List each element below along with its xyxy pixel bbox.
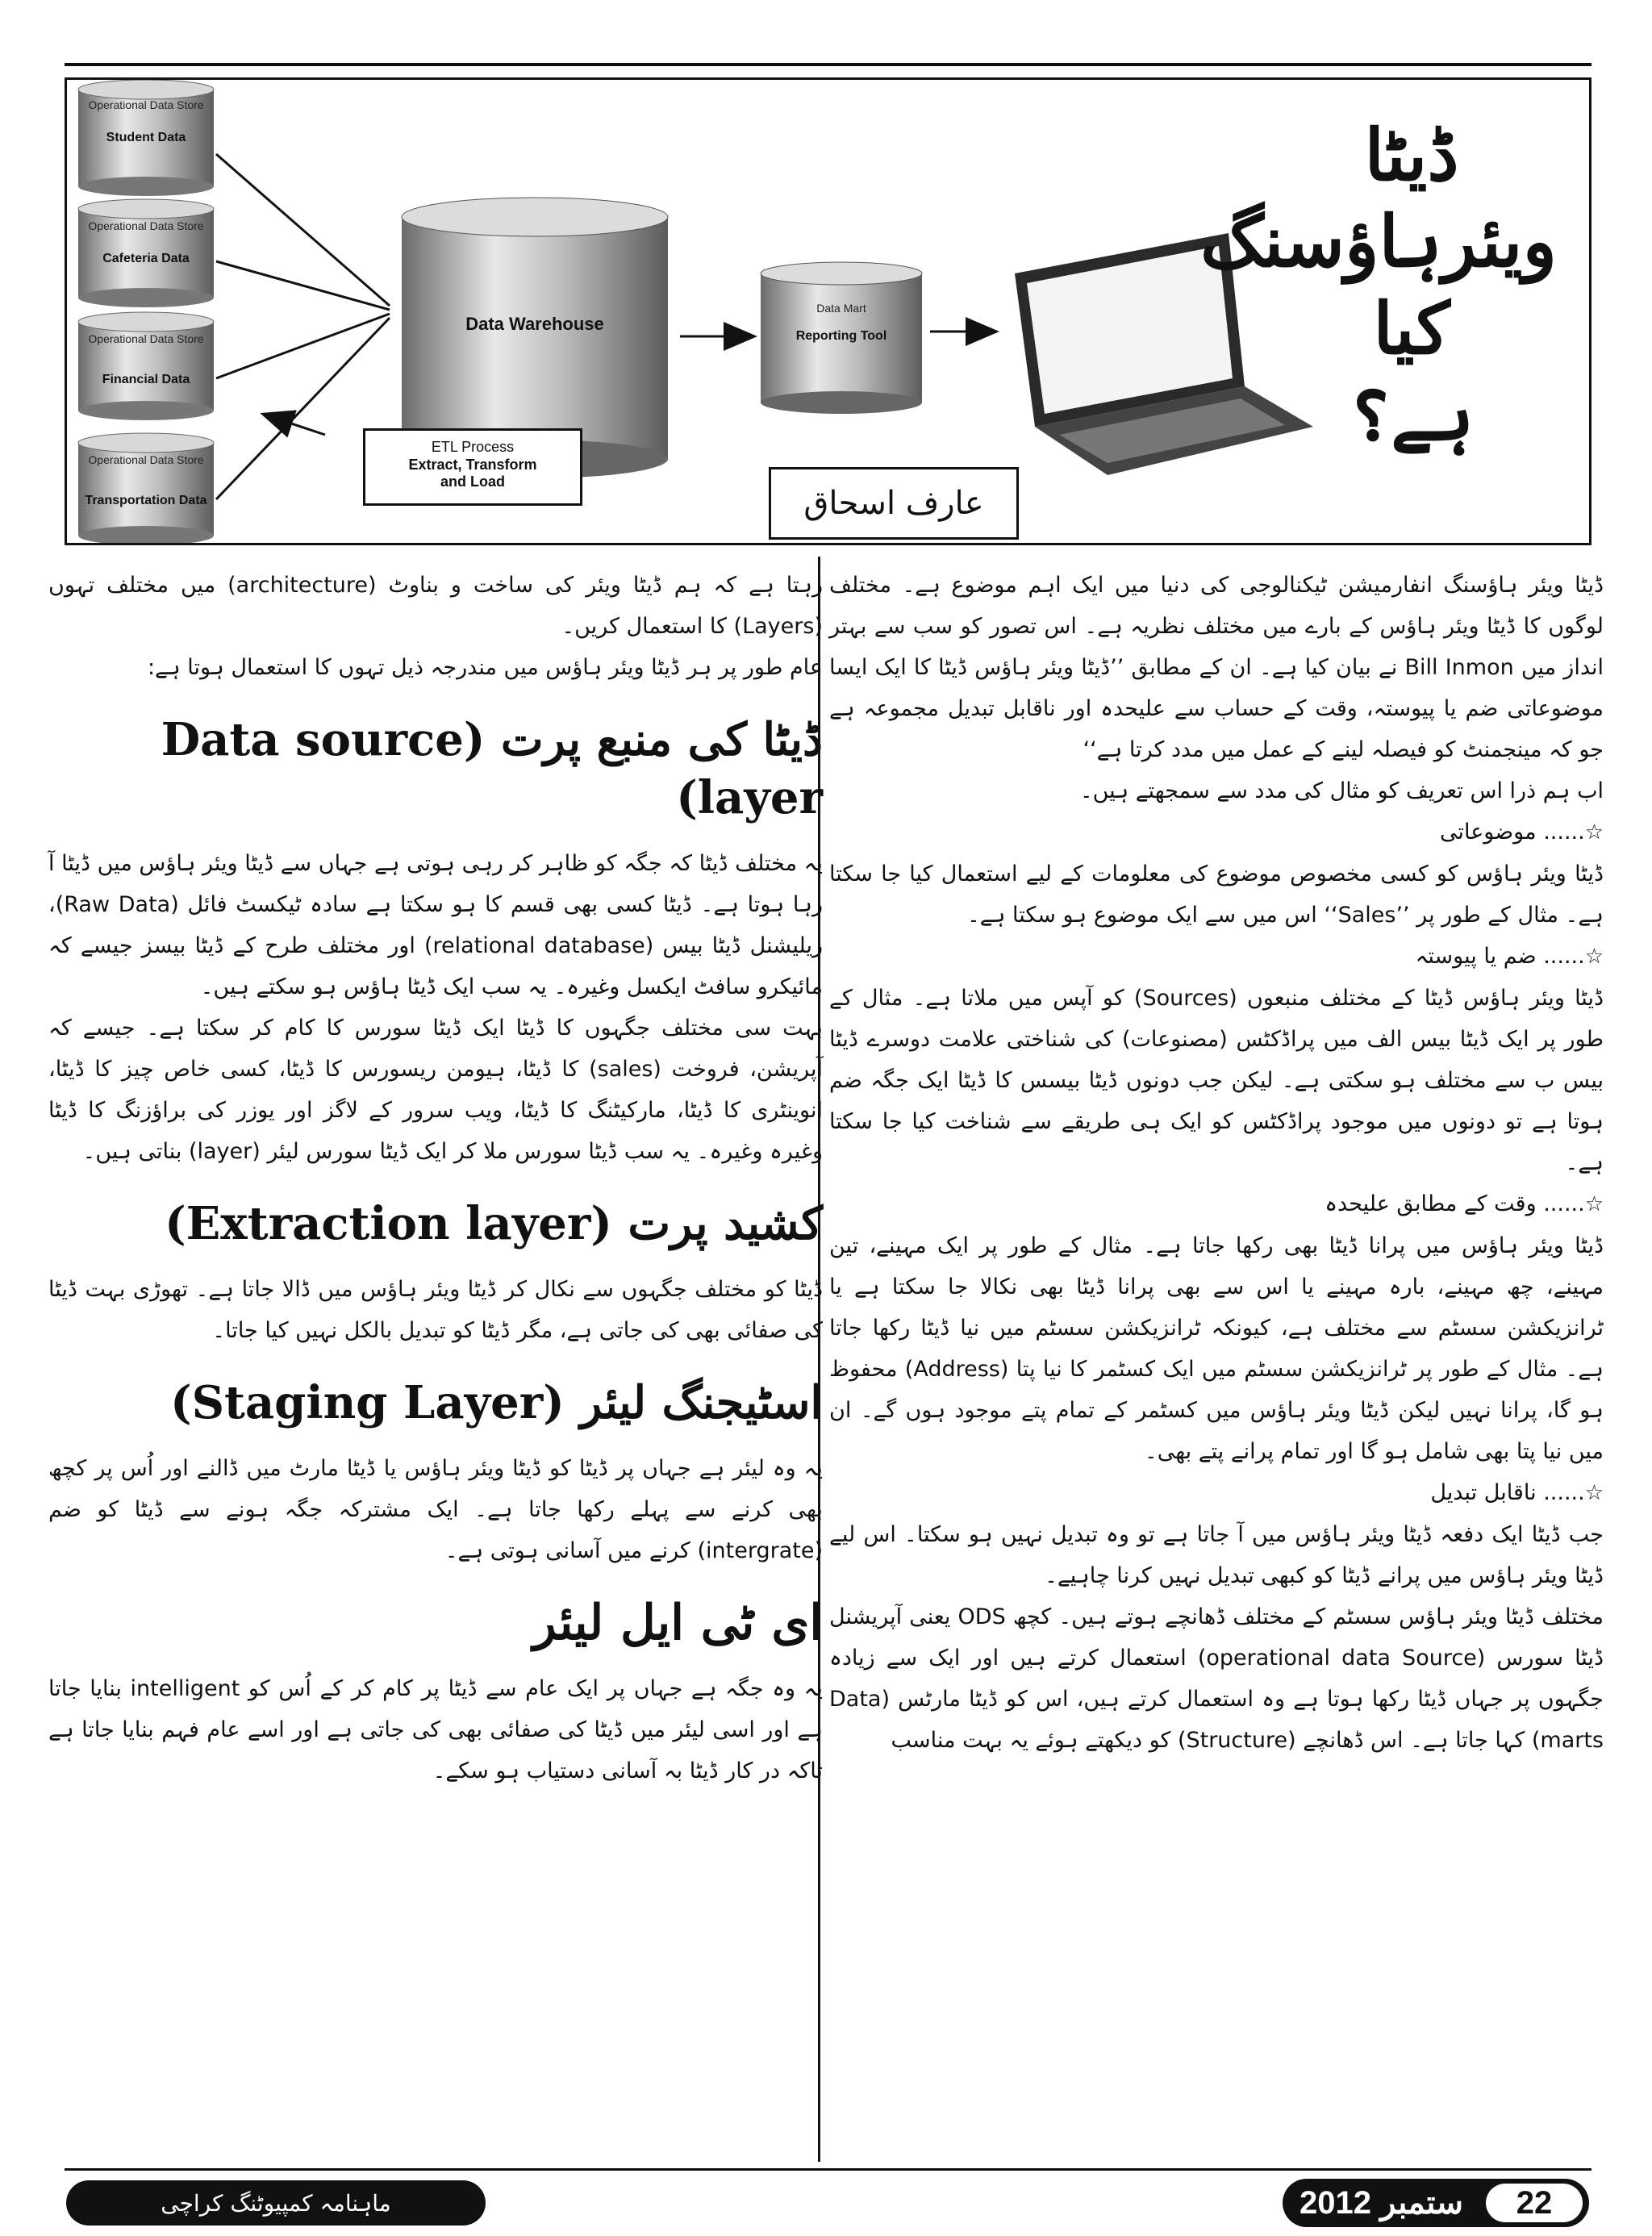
- source-store-label: Operational Data Store: [88, 332, 204, 345]
- paragraph: اب ہم ذرا اس تعریف کو مثال کی مدد سے سمجھتے ہیں۔: [1079, 778, 1604, 803]
- star-icon: ☆: [1584, 945, 1604, 969]
- left-column: [48, 565, 823, 1792]
- intro-paragraph: ڈیٹا ویئر ہاؤسنگ انفارمیشن ٹیکنالوجی کی دنیا میں ایک اہم موضوع ہے۔ مختلف لوگوں کا ڈیٹا ویئر ہاؤس کے بارے میں مختلف نظریہ ہے۔ اس تصور کو سب سے بہتر انداز میں Bill Inmon نے بیان کیا ہے۔ ان کے مطابق ’’ڈیٹا ویئر ہاؤس ڈیٹا کا ایک ایسا موضوعاتی ضم یا پیوستہ، وقت کے حساب سے علیحدہ اور ناقابل تبدیل مجموعہ ہے جو کہ مینجمنٹ کو فیصلہ لینے کے عمل میں مدد کرتا ہے‘‘: [829, 573, 1604, 762]
- paragraph: ڈیٹا ویئر ہاؤس میں پرانا ڈیٹا بھی رکھا جاتا ہے۔ مثال کے طور پر ایک مہینے، تین مہینے، چھ مہینے، بارہ مہینے یا اس سے بھی پرانا ڈیٹا بھی نکالا جا سکتا ہے یا ٹرانزیکشن سسٹم سے مختلف ہے، کیونکہ ٹرانزیکشن سسٹم میں نیا ڈیٹا رکھا جاتا ہے۔ مثال کے طور پر ٹرانزیکشن سسٹم میں ایک کسٹمر کا نیا پتا (Address) محفوظ ہو گا، پرانا نہیں لیکن ڈیٹا ویئر ہاؤس میں کسٹمر کے تمام پتے موجود ہوں گے۔ ان میں نیا پتا بھی شامل ہو گا اور تمام پرانے پتے بھی۔: [829, 1233, 1604, 1464]
- data-mart-label: Data Mart: [816, 302, 866, 315]
- warehouse-label: Data Warehouse: [465, 314, 604, 334]
- source-name-label: Cafeteria Data: [102, 252, 190, 265]
- source-cylinder-transportation: [78, 433, 214, 545]
- issue-date: ستمبر 2012: [1299, 2185, 1463, 2221]
- paragraph: مختلف ڈیٹا ویئر ہاؤس سسٹم کے مختلف ڈھانچے ہوتے ہیں۔ کچھ ODS یعنی آپریشنل ڈیٹا سورس (operational data Source) استعمال کرتے ہیں اور ایک سے زیادہ جگہوں پر جہاں ڈیٹا رکھا ہوتا ہے وہ استعمال کرتے ہیں، اس کو ڈیٹا مارٹس (Data marts) کہا جاتا ہے۔ اس ڈھانچے (Structure) کو دیکھتے ہوئے یہ بہت مناسب: [829, 1604, 1604, 1753]
- title-line-4: ہے؟: [1349, 373, 1475, 457]
- paragraph: عام طور پر ہر ڈیٹا ویئر ہاؤس میں مندرجہ ذیل تہوں کا استعمال ہوتا ہے:: [147, 655, 823, 680]
- paragraph: جب ڈیٹا ایک دفعہ ڈیٹا ویئر ہاؤس میں آ جاتا ہے تو وہ تبدیل نہیں ہو سکتا۔ اس لیے ڈیٹا ویئر ہاؤس میں پرانے ڈیٹا کو کبھی تبدیل نہیں کرنا چاہیے۔: [829, 1522, 1604, 1588]
- heading-etl-layer: ای ٹی ایل لیئر: [532, 1595, 823, 1651]
- header-panel: [65, 77, 1592, 545]
- paragraph: یہ وہ جگہ ہے جہاں پر ایک عام سے ڈیٹا پر کام کر کے اُس کو intelligent بنایا جاتا ہے اور اسی لیئر میں ڈیٹا کی صفائی بھی کی جاتی ہے اور اسے عام فہم بنایا جاتا ہے تاکہ در کار ڈیٹا بہ آسانی دستیاب ہو سکے۔: [48, 1676, 824, 1783]
- source-cylinder-cafeteria: [78, 199, 214, 307]
- star-icon: ☆: [1584, 1192, 1604, 1216]
- heading-staging-layer: اسٹیجنگ لیئر (Staging Layer): [170, 1376, 823, 1429]
- paragraph: ڈیٹا کو مختلف جگہوں سے نکال کر ڈیٹا ویئر ہاؤس میں ڈالا جاتا ہے۔ تھوڑی بہت ڈیٹا کی صفائی بھی کی جاتی ہے، مگر ڈیٹا کو تبدیل بالکل نہیں کیا جاتا۔: [48, 1277, 823, 1343]
- source-name-label: Transportation Data: [85, 494, 207, 507]
- etl-process-box: [363, 428, 582, 506]
- source-cylinder-student: [78, 80, 214, 196]
- title-line-3: کیا: [1373, 286, 1450, 370]
- heading-extraction-layer: کشید پرت (Extraction layer): [165, 1197, 823, 1250]
- author-box: عارف اسحاق: [769, 467, 1019, 540]
- footer-rule: [65, 2168, 1592, 2171]
- data-mart-cylinder: [761, 262, 922, 414]
- etl-line1: Extract, Transform: [408, 456, 537, 473]
- magazine-name: ماہنامہ کمپیوٹنگ کراچی: [66, 2180, 486, 2226]
- top-rule: [65, 63, 1592, 66]
- reporting-tool-label: Reporting Tool: [795, 329, 887, 343]
- subheading-integrated: ☆...... ضم یا پیوستہ: [1415, 944, 1604, 969]
- subheading-non-volatile: ☆...... ناقابل تبدیل: [1430, 1480, 1604, 1505]
- subheading-time-variant: ☆...... وقت کے مطابق علیحدہ: [1325, 1191, 1604, 1216]
- article-title: [1199, 112, 1557, 458]
- source-name-label: Student Data: [106, 131, 186, 144]
- paragraph: ڈیٹا ویئر ہاؤس کو کسی مخصوص موضوع کی معلومات کے لیے استعمال کیا جا سکتا ہے۔ مثال کے طور پر ’’Sales‘‘ اس میں سے ایک موضوع ہو سکتا ہے۔: [829, 861, 1604, 928]
- source-name-label: Financial Data: [102, 373, 190, 386]
- source-cylinder-financial: [78, 312, 214, 420]
- paragraph: یہ مختلف ڈیٹا کہ جگہ کو ظاہر کر رہی ہوتی ہے جہاں سے ڈیٹا ویئر ہاؤس میں ڈیٹا آ رہا ہوتا ہے۔ ڈیٹا کسی بھی قسم کا ہو سکتا ہے سادہ ٹیکسٹ فائل (Raw Data)، ریلیشنل ڈیٹا بیس (relational database) اور مختلف طرح کے ڈیٹا بیسز جیسے کہ مائیکرو سافٹ ایکسل وغیرہ۔ یہ سب ایک ڈیٹا ہاؤس ہو سکتے ہیں۔: [48, 851, 823, 999]
- etl-title: ETL Process: [431, 439, 515, 455]
- source-store-label: Operational Data Store: [88, 453, 204, 466]
- heading-data-source-layer: ڈیٹا کی منبع پرت (Data source layer): [161, 713, 823, 824]
- paragraph: بہت سی مختلف جگہوں کا ڈیٹا ایک ڈیٹا سورس کا کام کر سکتا ہے۔ جیسے کہ آپریشن، فروخت (sales) کا ڈیٹا، ہیومن ریسورس کا ڈیٹا، کسی خاص چیز کا ڈیٹا، انوینٹری کا ڈیٹا، مارکیٹنگ کا ڈیٹا، ویب سرور کے لاگز اور یوزر کی براؤزنگ کا ڈیٹا وغیرہ وغیرہ۔ یہ سب ڈیٹا سورس ملا کر ایک ڈیٹا سورس لیئر (layer) بناتی ہیں۔: [48, 1016, 824, 1164]
- star-icon: ☆: [1584, 820, 1604, 845]
- source-store-label: Operational Data Store: [88, 98, 204, 111]
- star-icon: ☆: [1584, 1481, 1604, 1505]
- source-store-label: Operational Data Store: [88, 219, 204, 232]
- right-column: [829, 565, 1604, 1761]
- page-number: 22: [1486, 2184, 1583, 2222]
- subheading-subject-oriented: ☆...... موضوعاتی: [1439, 820, 1604, 845]
- etl-line2: and Load: [440, 473, 505, 490]
- title-line-1: ڈیٹا: [1364, 113, 1459, 197]
- footer-issue: [1283, 2179, 1589, 2227]
- paragraph: یہ وہ لیئر ہے جہاں پر ڈیٹا کو ڈیٹا ویئر ہاؤس یا ڈیٹا مارٹ میں ڈالنے اور اُس پر کچھ بھی کرنے سے پہلے رکھا جاتا ہے۔ ایک مشترکہ جگہ ہونے سے ڈیٹا کو ضم (intergrate) کرنے میں آسانی ہوتی ہے۔: [48, 1456, 823, 1563]
- title-line-2: ویئرہاؤسنگ: [1199, 199, 1557, 284]
- paragraph: رہتا ہے کہ ہم ڈیٹا ویئر کی ساخت و بناوٹ (architecture) میں مختلف تہوں (Layers) کا استعمال کریں۔: [48, 573, 823, 639]
- paragraph: ڈیٹا ویئر ہاؤس ڈیٹا کے مختلف منبعوں (Sources) کو آپس میں ملاتا ہے۔ مثال کے طور پر ایک ڈیٹا بیس الف میں پراڈکٹس (مصنوعات) کی شناختی علامت دوسرے ڈیٹا بیس ب سے مختلف ہو سکتی ہے۔ لیکن جب دونوں ڈیٹا بیسس کا ڈیٹا ایک جگہ ضم ہوتا ہے تو دونوں میں موجود پراڈکٹس کو ایک ہی طریقے سے شناخت کیا جا سکتا ہے۔: [829, 986, 1604, 1175]
